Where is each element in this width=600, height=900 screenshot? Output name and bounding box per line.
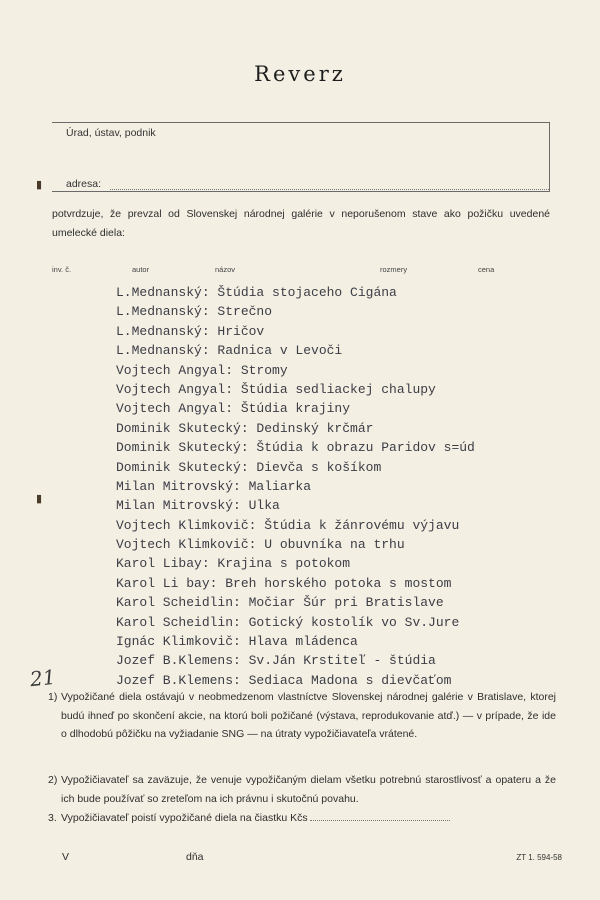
address-label: adresa: <box>66 178 102 190</box>
institution-box <box>52 122 550 192</box>
artwork-item: Vojtech Angyal: Štúdia krajiny <box>116 401 351 417</box>
condition-text: Vypožičané diela ostávajú v neobmedzenom vlastníctve Slovenskej národnej galérie v Bratislave, ktorej budú ihneď po skončení akcie, na ktorú boli požičané (výstava, reprodukovanie atď.) — v prípade, že ide o dlhodobú pôžičku na vyžiadanie SNG — na útraty vypožičiavateľa vrátené. <box>61 691 556 740</box>
artwork-item: Karol Scheidlin: Gotický kostolík vo Sv.Jure <box>116 614 460 630</box>
artwork-item: Dominik Skutecký: Dievča s košíkom <box>116 459 382 475</box>
artwork-item: L.Mednanský: Radnica v Levoči <box>116 343 343 359</box>
condition-number: 1) <box>48 691 58 703</box>
condition-text: Vypožičiavateľ poistí vypožičané diela na čiastku Kčs <box>61 812 308 824</box>
handwritten-number: 21 <box>28 664 57 692</box>
artwork-item: Vojtech Klimkovič: U obuvníka na trhu <box>116 537 405 553</box>
artwork-item: L.Mednanský: Hričov <box>116 323 265 339</box>
column-header-price: cena <box>478 265 495 274</box>
ink-mark: ▮ <box>36 493 43 505</box>
artwork-item: Karol Scheidlin: Močiar Šúr pri Bratislave <box>116 595 444 611</box>
artwork-item: L.Mednanský: Strečno <box>116 304 273 320</box>
artwork-item: Karol Li bay: Breh horského potoka s mostom <box>116 575 452 591</box>
artwork-item: Vojtech Angyal: Štúdia sedliackej chalupy <box>116 381 436 397</box>
artwork-item: Milan Mitrovský: Maliarka <box>116 478 312 494</box>
artwork-item: Dominik Skutecký: Dedinský krčmár <box>116 420 374 436</box>
artwork-item: Vojtech Angyal: Stromy <box>116 362 288 378</box>
condition-2 <box>48 771 556 808</box>
condition-number: 2) <box>48 774 58 786</box>
artwork-item: Karol Libay: Krajina s potokom <box>116 556 351 572</box>
column-header-name: názov <box>215 265 236 274</box>
amount-field-line <box>310 820 450 821</box>
column-header-author: autor <box>132 265 150 274</box>
condition-number: 3. <box>48 812 57 824</box>
form-code: ZT 1. 594-58 <box>516 853 562 862</box>
address-field-line <box>110 189 549 190</box>
artwork-list <box>116 283 586 690</box>
date-label: dňa <box>186 851 204 863</box>
column-headers <box>0 265 600 277</box>
intro-text: potvrdzuje, že prevzal od Slovenskej národnej galérie v neporušenom stave ako požičku uvedené umelecké diela: <box>52 208 550 239</box>
institution-label: Úrad, ústav, podnik <box>66 127 156 139</box>
artwork-item: Vojtech Klimkovič: Štúdia k žánrovému výjavu <box>116 517 460 533</box>
artwork-item: L.Mednanský: Štúdia stojaceho Cigána <box>116 285 397 300</box>
artwork-item: Milan Mitrovský: Ulka <box>116 498 280 514</box>
ink-mark: ▮ <box>36 179 43 191</box>
page-title: Reverz <box>254 62 346 86</box>
column-header-dimensions: rozmery <box>380 265 408 274</box>
artwork-item: Dominik Skutecký: Štúdia k obrazu Paridov s=úd <box>116 440 475 456</box>
condition-1 <box>48 688 556 744</box>
condition-3 <box>48 809 556 828</box>
place-label: V <box>62 851 70 863</box>
artwork-item: Ignác Klimkovič: Hlava mládenca <box>116 634 358 650</box>
artwork-item: Jozef B.Klemens: Sv.Ján Krstiteľ - štúdia <box>116 653 436 669</box>
condition-text: Vypožičiavateľ sa zaväzuje, že venuje vypožičaným dielam všetku potrebnú starostlivosť a opateru a že ich bude používať so zreteľom na ich právnu i skutočnú povahu. <box>61 774 556 805</box>
artwork-item: Jozef B.Klemens: Sediaca Madona s dievčaťom <box>116 672 452 688</box>
column-header-inv: inv. č. <box>52 265 72 274</box>
